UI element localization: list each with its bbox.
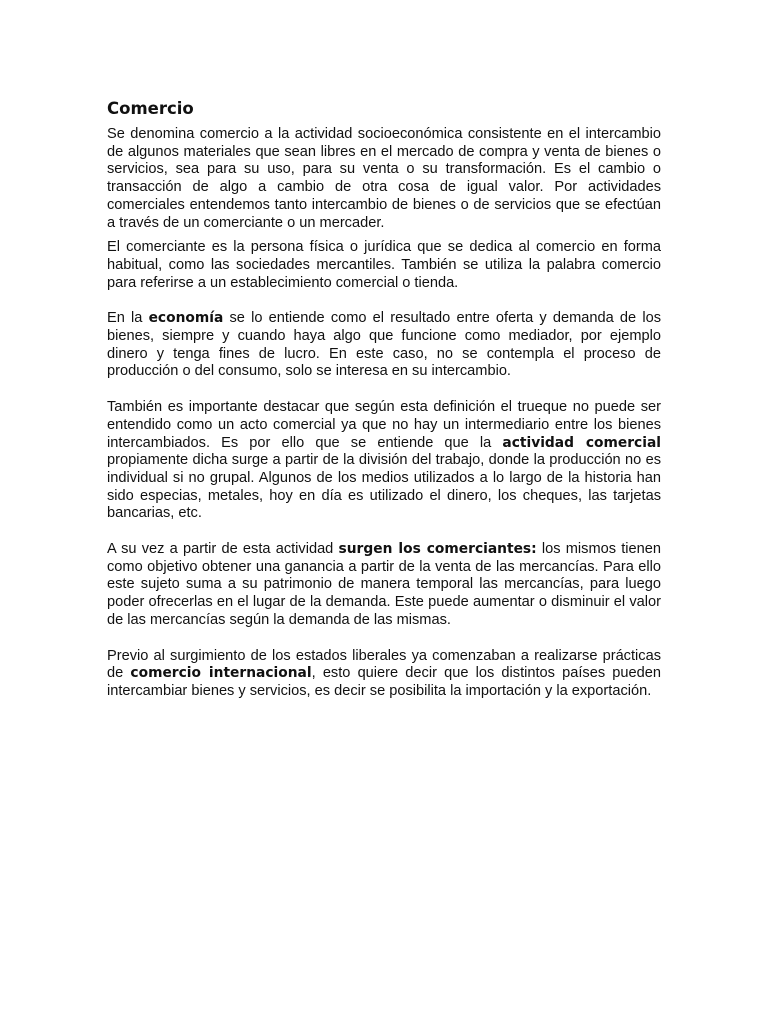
paragraph-text: los mismos tienen como objetivo obtener una ganancia a partir de la venta de las mercancías. Para ello este sujeto suma a su patrimonio de manera temporal las mercancías, para luego poder ofrecerlas en el lugar de la demanda. Este puede aumentar o disminuir el valor de las mercancías según la demanda de las mismas. [107,541,661,628]
bold-term-economia: economía [148,310,224,327]
paragraph-spacer [107,630,661,648]
paragraph-text: También es importante destacar que según esta definición el trueque no puede ser entendido como un acto comercial ya que no hay un intermediario entre los bienes intercambiados. Es por ello que se entiende que la [107,399,661,451]
bold-term-surgen-comerciantes: surgen los comerciantes: [338,541,537,558]
bold-term-comercio-internacional: comercio internacional [130,665,312,682]
paragraph-comercio-internacional [107,648,661,701]
document-page [107,98,661,701]
paragraph-spacer [107,381,661,399]
bold-term-actividad-comercial: actividad comercial [502,434,661,451]
paragraph-definition: Se denomina comercio a la actividad socioeconómica consistente en el intercambio de algunos materiales que sean libres en el mercado de compra y venta de bienes o servicios, sea para su uso, para su venta o su transformación. Es el cambio o transacción de algo a cambio de otra cosa de igual valor. Por actividades comerciales entendemos tanto intercambio de bienes o de servicios que se efectúan a través de un comerciante o un mercader. [107,126,661,231]
paragraph-text: En la [107,310,149,327]
document-title: Comercio [107,99,194,118]
paragraph-text: se lo entiende como el resultado entre oferta y demanda de los bienes, siempre y cuando haya algo que funcione como mediador, por ejemplo dinero y tenga fines de lucro. En este caso, no se contempla el proceso de producción o del consumo, solo se interesa en su intercambio. [107,310,661,380]
paragraph-comerciantes [107,541,661,630]
paragraph-trueque [107,399,661,523]
paragraph-spacer [107,292,661,310]
paragraph-spacer [107,523,661,541]
paragraph-spacer [107,232,661,239]
paragraph-text: , esto quiere decir que los distintos países pueden intercambiar bienes y servicios, es decir se posibilita la importación y la exportación. [107,665,661,699]
paragraph-text: Previo al surgimiento de los estados liberales ya comenzaban a realizarse prácticas de [107,647,661,682]
paragraph-economia [107,310,661,381]
paragraph-comerciante: El comerciante es la persona física o jurídica que se dedica al comercio en forma habitual, como las sociedades mercantiles. También se utiliza la palabra comercio para referirse a un establecimiento comercial o tienda. [107,239,661,291]
paragraph-text: A su vez a partir de esta actividad [107,541,339,558]
paragraph-text: propiamente dicha surge a partir de la división del trabajo, donde la producción no es individual si no grupal. Algunos de los medios utilizados a lo largo de la historia han sido especias, metales, hoy en día es utilizado el dinero, los cheques, las tarjetas bancarias, etc. [107,452,661,522]
